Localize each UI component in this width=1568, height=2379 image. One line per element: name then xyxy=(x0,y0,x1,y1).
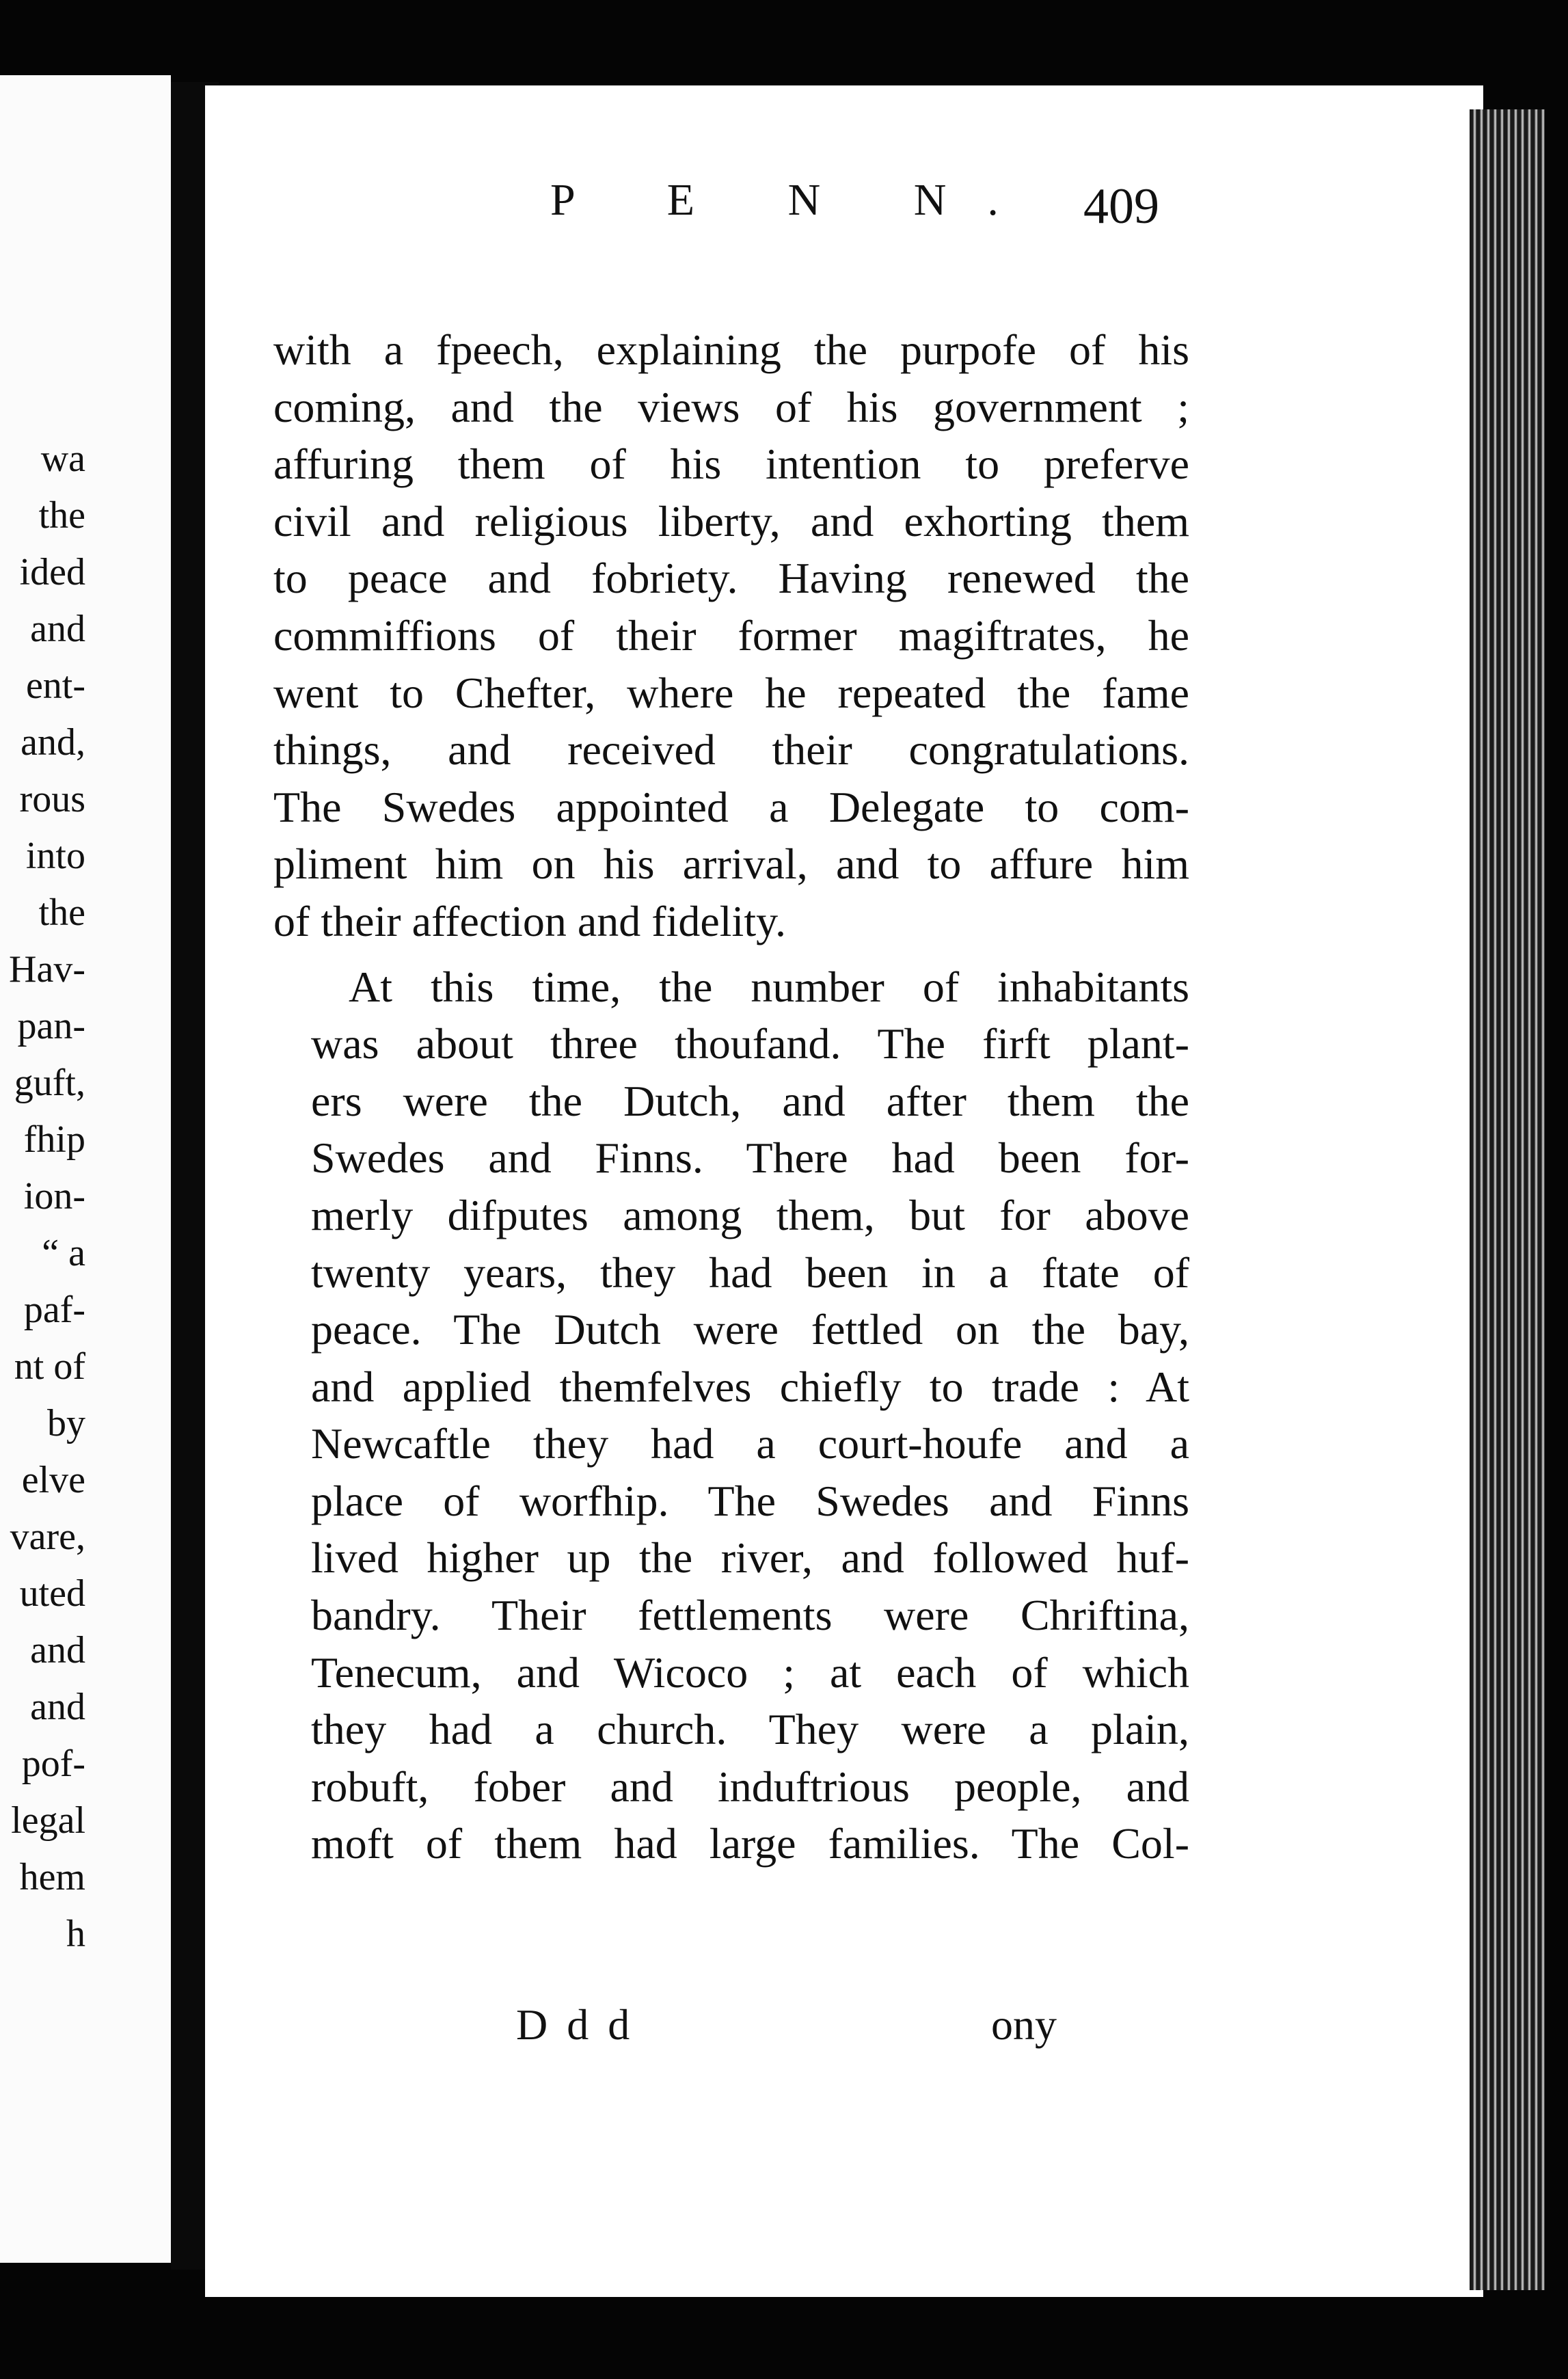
left-fragment-line: guft, xyxy=(14,1062,85,1104)
text-line: Tenecum, and Wicoco ; at each of which xyxy=(311,1648,1189,1697)
text-line: to peace and fobriety. Having renewed the xyxy=(273,554,1189,603)
left-page xyxy=(0,75,171,2263)
left-fragment-line: ion- xyxy=(23,1175,85,1218)
left-fragment-line: hem xyxy=(19,1856,85,1898)
text-line: was about three thoufand. The firft plant- xyxy=(311,1019,1189,1068)
text-line: robuft, fober and induftrious people, and xyxy=(311,1762,1189,1811)
text-line: things, and received their congratulations. xyxy=(273,725,1189,775)
text-line: merly difputes among them, but for above xyxy=(311,1190,1189,1239)
text-line: of their affection and fidelity. xyxy=(273,896,786,945)
left-fragment-line: and xyxy=(30,1686,85,1728)
signature-mark: D d d xyxy=(516,2000,634,2049)
text-line: twenty years, they had been in a ftate of xyxy=(311,1248,1189,1297)
left-fragment-line: into xyxy=(25,835,85,877)
text-line: bandry. Their fettlements were Chriftina, xyxy=(311,1591,1189,1640)
left-fragment-line: and xyxy=(30,1629,85,1671)
left-fragment-line: fhip xyxy=(23,1118,85,1161)
text-line: commiffions of their former magiftrates, he xyxy=(273,610,1189,660)
text-line: civil and religious liberty, and exhorting them xyxy=(273,496,1189,546)
left-page-text-fragments xyxy=(0,431,85,1963)
text-line: Swedes and Finns. There had been for- xyxy=(311,1133,1189,1183)
text-line: lived higher up the river, and followed huf- xyxy=(311,1533,1189,1583)
left-fragment-line: paf- xyxy=(23,1289,85,1331)
text-line: pliment him on his arrival, and to affure him xyxy=(273,839,1189,889)
text-line: Newcaftle they had a court-houfe and a xyxy=(311,1419,1189,1468)
paragraph-gap xyxy=(273,950,1189,958)
text-line: affuring them of his intention to preferve xyxy=(273,440,1189,489)
body-text xyxy=(273,321,1189,1872)
left-fragment-line: the xyxy=(38,494,85,537)
left-fragment-line: pof- xyxy=(21,1743,85,1785)
paragraph xyxy=(273,321,1189,950)
left-fragment-line: ent- xyxy=(25,664,85,707)
text-line: and applied themfelves chiefly to trade : At xyxy=(311,1362,1189,1411)
running-head xyxy=(205,85,1483,234)
right-page xyxy=(205,85,1483,2297)
left-fragment-line: uted xyxy=(19,1572,85,1615)
paragraph xyxy=(273,958,1189,1873)
left-fragment-line: “ a xyxy=(42,1232,85,1274)
left-fragment-line: pan- xyxy=(17,1005,85,1047)
text-line: moft of them had large families. The Col- xyxy=(311,1819,1189,1868)
text-line: peace. The Dutch were fettled on the bay, xyxy=(311,1305,1189,1354)
left-fragment-line: rous xyxy=(19,778,85,820)
left-fragment-line: nt of xyxy=(14,1345,85,1388)
page-edges xyxy=(1470,109,1545,2290)
left-fragment-line: legal xyxy=(11,1799,85,1842)
text-line: At this time, the number of inhabitants xyxy=(349,962,1189,1011)
left-fragment-line: h xyxy=(66,1913,85,1955)
text-line: they had a church. They were a plain, xyxy=(311,1705,1189,1754)
left-fragment-line: vare, xyxy=(10,1516,85,1558)
text-line: The Swedes appointed a Delegate to com- xyxy=(273,782,1189,831)
left-fragment-line: elve xyxy=(21,1459,85,1501)
text-line: went to Chefter, where he repeated the fame xyxy=(273,668,1189,717)
text-line: with a fpeech, explaining the purpofe of his xyxy=(273,325,1189,374)
left-fragment-line: the xyxy=(38,891,85,934)
text-line: coming, and the views of his government ; xyxy=(273,382,1189,431)
left-fragment-line: Hav- xyxy=(9,948,85,991)
left-fragment-line: and, xyxy=(21,721,85,764)
left-fragment-line: wa xyxy=(40,438,85,480)
page-footer xyxy=(205,2000,1483,2061)
left-fragment-line: by xyxy=(47,1402,85,1444)
left-fragment-line: ided xyxy=(19,551,85,593)
page-number: 409 xyxy=(1083,178,1159,234)
catchword: ony xyxy=(991,2000,1057,2049)
text-line: ers were the Dutch, and after them the xyxy=(311,1076,1189,1125)
page-title: P E N N. xyxy=(550,175,1040,225)
left-fragment-line: and xyxy=(30,608,85,650)
text-line: place of worfhip. The Swedes and Finns xyxy=(311,1476,1189,1525)
